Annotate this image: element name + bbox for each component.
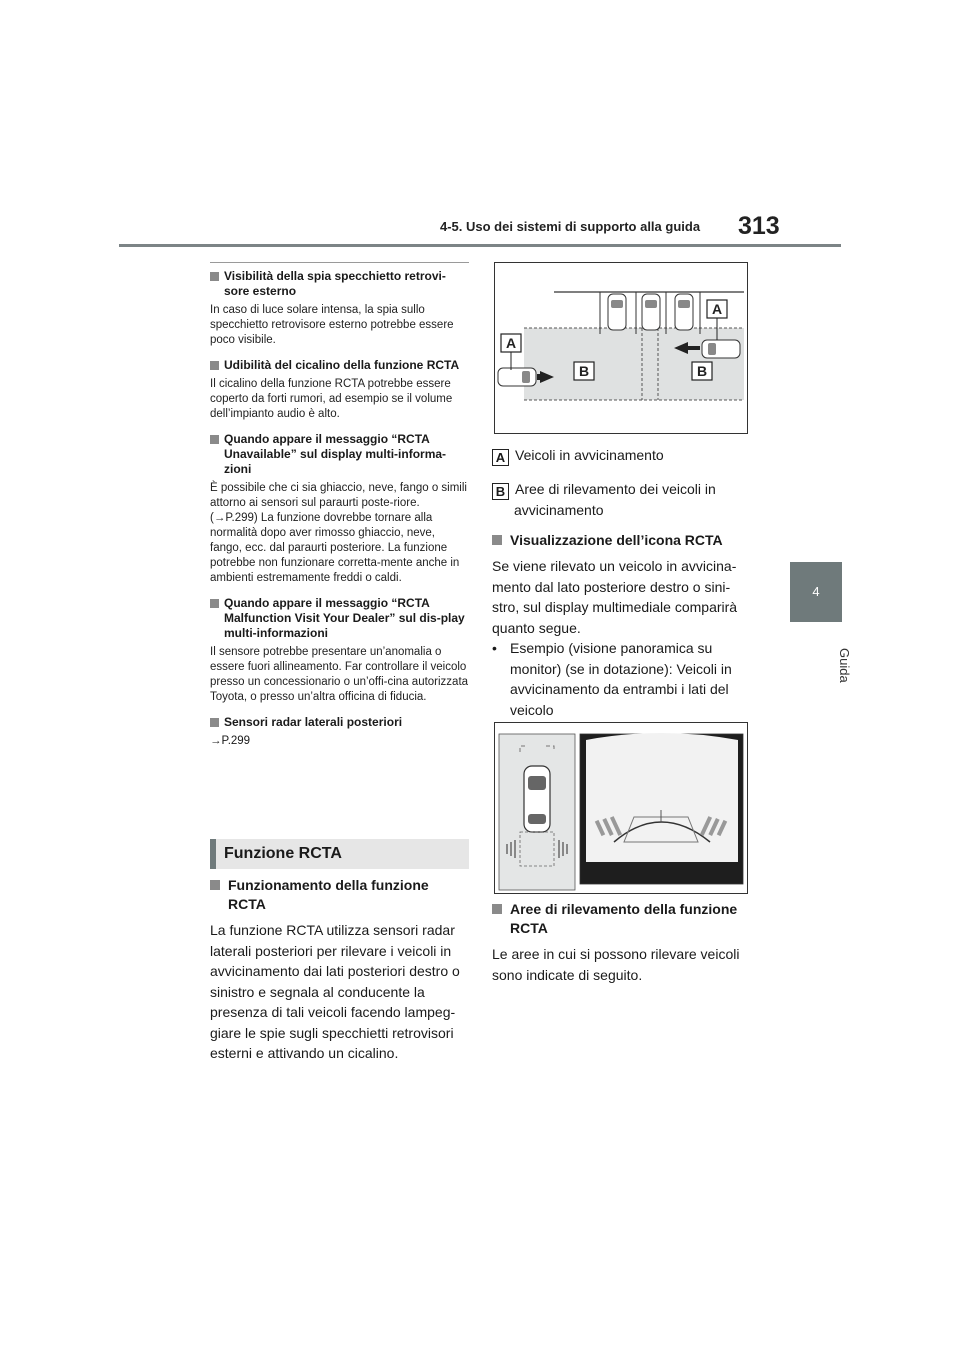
label-b-left bbox=[574, 362, 594, 380]
header-rule bbox=[119, 244, 841, 247]
label-a-right bbox=[707, 300, 727, 318]
note-heading: Quando appare il messaggio “RCTA Malfunction Visit Your Dealer” sul dis-play multi-informazioni bbox=[210, 596, 469, 641]
note-body: Il cicalino della funzione RCTA potrebbe essere coperto da forti rumori, ad esempio se il volume dell’impianto audio è alto. bbox=[210, 378, 453, 420]
section-band-title: Funzione RCTA bbox=[210, 839, 469, 869]
note-body: Il sensore potrebbe presentare un’anomalia o essere fuori allineamento. Far controllare il veicolo presso un concessionario o un’offi-cina autorizzata Toyota, o presso un’altra officina di fiducia. bbox=[210, 646, 469, 703]
legend-a-box: A bbox=[492, 449, 509, 466]
note-heading: Sensori radar laterali posteriori bbox=[210, 715, 469, 730]
rcta-operation-section bbox=[210, 876, 469, 1064]
parked-car bbox=[642, 294, 660, 330]
parked-car bbox=[675, 294, 693, 330]
approaching-car bbox=[498, 368, 536, 386]
page-reference: →P.299 bbox=[210, 735, 251, 747]
approaching-car bbox=[702, 340, 740, 358]
subsection-heading: Funzionamento della funzione RCTA bbox=[210, 876, 469, 914]
svg-text:A: A bbox=[505, 335, 517, 351]
legend-b-text-continued: avvicinamento bbox=[514, 502, 604, 518]
bullet-text: Esempio (visione panoramica su monitor) (se in dotazione): Veicoli in avvicinamento da entrambi i lati del veicolo bbox=[510, 640, 732, 718]
monitor-view-diagram bbox=[494, 722, 748, 894]
subsection-body: Se viene rilevato un veicolo in avvicina-mento dal lato posteriore destro o sini-stro, sul display multimediale comparirà quanto segue. bbox=[492, 558, 738, 636]
chapter-tab: 4 bbox=[790, 562, 842, 622]
legend-a bbox=[492, 445, 750, 466]
notes-column bbox=[210, 262, 469, 749]
own-vehicle-icon bbox=[524, 766, 550, 832]
label-b-right bbox=[692, 362, 712, 380]
rcta-detection-areas-section bbox=[492, 900, 754, 985]
note-body: È possibile che ci sia ghiaccio, neve, fango o simili attorno ai sensori sul paraurti poste-riore. (→P.299) La funzione dovrebbe tornare alla normalità dopo aver rimosso ghiaccio, neve, fango, ecc. dal paraurti posteriore. La funzione potrebbe non funzionare corretta-mente anche in ambienti estremamente freddi o caldi. bbox=[210, 482, 467, 584]
note-heading: Udibilità del cicalino della funzione RCTA bbox=[210, 358, 469, 373]
section-title: 4-5. Uso dei sistemi di supporto alla guida bbox=[440, 219, 701, 234]
parked-car bbox=[608, 294, 626, 330]
chapter-label: Guida bbox=[837, 648, 852, 683]
svg-text:B: B bbox=[578, 363, 590, 379]
rcta-icon-section bbox=[492, 531, 754, 720]
legend-b-text: Aree di rilevamento dei veicoli in bbox=[515, 481, 716, 497]
svg-text:A: A bbox=[711, 301, 723, 317]
note-heading: Visibilità della spia specchietto retrovi-sore esterno bbox=[210, 269, 469, 299]
notes-top-rule bbox=[210, 262, 469, 263]
subsection-body: Le aree in cui si possono rilevare veicoli sono indicate di seguito. bbox=[492, 946, 740, 983]
svg-text:B: B bbox=[696, 363, 708, 379]
note-body: In caso di luce solare intensa, la spia sullo specchietto retrovisore esterno potrebbe essere poco visibile. bbox=[210, 304, 454, 346]
parking-diagram bbox=[494, 262, 748, 434]
bullet-marker: • bbox=[492, 640, 497, 656]
legend-a-text: Veicoli in avvicinamento bbox=[515, 447, 664, 463]
subsection-body: La funzione RCTA utilizza sensori radar laterali posteriori per rilevare i veicoli in avvicinamento dai lati posteriori destro o sinistro e segnala al conducente la presenza di tali veicoli facendo lampeg-giare le spie sugli specchietti retrovisori esterni e attivando un cicalino. bbox=[210, 922, 460, 1061]
label-a-left bbox=[501, 334, 521, 352]
legend-b-box: B bbox=[492, 483, 509, 500]
subsection-heading: Visualizzazione dell’icona RCTA bbox=[492, 531, 754, 550]
legend-b bbox=[492, 479, 750, 521]
subsection-heading: Aree di rilevamento della funzione RCTA bbox=[492, 900, 754, 938]
note-heading: Quando appare il messaggio “RCTA Unavailable” sul display multi-informa-zioni bbox=[210, 432, 469, 477]
bullet-item bbox=[492, 638, 754, 720]
page-number: 313 bbox=[738, 212, 780, 240]
